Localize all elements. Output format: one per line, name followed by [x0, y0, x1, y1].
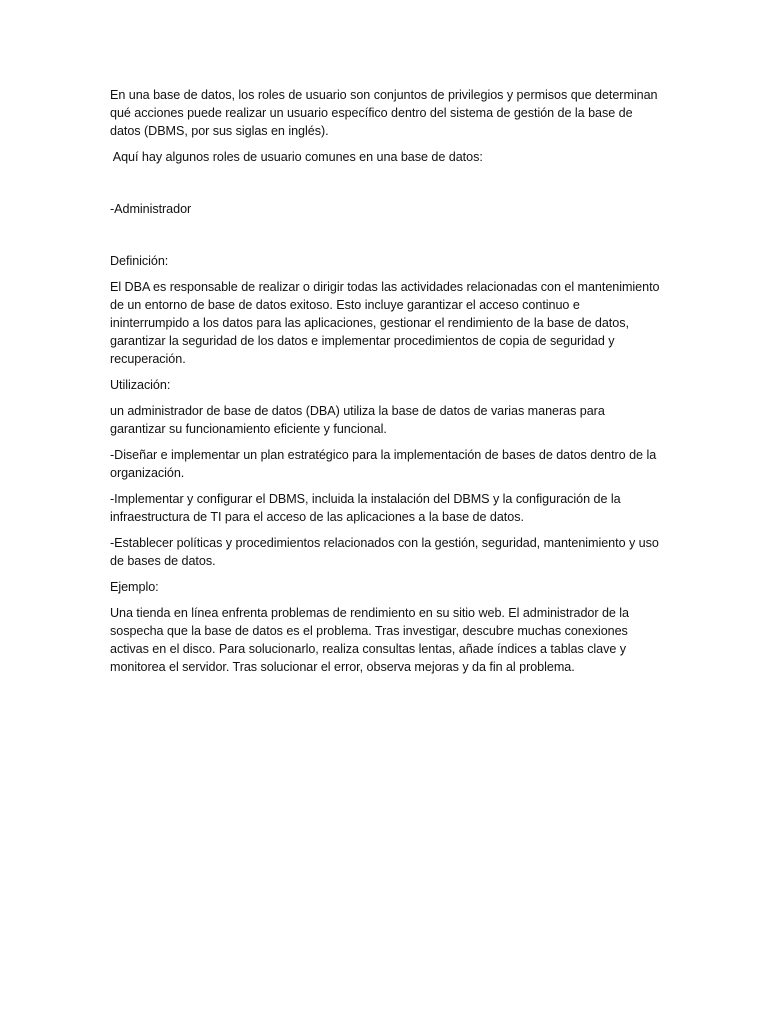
document-body — [110, 86, 662, 676]
example-label: Ejemplo: — [110, 580, 159, 594]
definition-paragraph: El DBA es responsable de realizar o dirigir todas las actividades relacionadas con el mantenimiento de un entorno de base de datos exitoso. Esto incluye garantizar el acceso continuo e ininterrumpido a los datos para las aplicaciones, gestionar el rendimiento de la base de datos, garantizar la seguridad de los datos e implementar procedimientos de copia de seguridad y recuperación. — [110, 280, 660, 366]
usage-paragraph: un administrador de base de datos (DBA) utiliza la base de datos de varias maneras para garantizar su funcionamiento eficiente y funcional. — [110, 404, 605, 436]
definition-label: Definición: — [110, 254, 169, 268]
usage-item-2: -Implementar y configurar el DBMS, incluida la instalación del DBMS y la configuración de la infraestructura de TI para el acceso de las aplicaciones a la base de datos. — [110, 492, 621, 524]
usage-item-3: -Establecer políticas y procedimientos relacionados con la gestión, seguridad, mantenimiento y uso de bases de datos. — [110, 536, 659, 568]
role-heading-administrador: -Administrador — [110, 202, 192, 216]
roles-intro-paragraph: Aquí hay algunos roles de usuario comunes en una base de datos: — [110, 150, 483, 164]
usage-item-1: -Diseñar e implementar un plan estratégico para la implementación de bases de datos dentro de la organización. — [110, 448, 657, 480]
usage-label: Utilización: — [110, 378, 171, 392]
intro-paragraph: En una base de datos, los roles de usuario son conjuntos de privilegios y permisos que determinan qué acciones puede realizar un usuario específico dentro del sistema de gestión de la base de datos (DBMS, por sus siglas en inglés). — [110, 88, 658, 138]
example-paragraph: Una tienda en línea enfrenta problemas de rendimiento en su sitio web. El administrador de la sospecha que la base de datos es el problema. Tras investigar, descubre muchas conexiones activas en el disco. Para solucionarlo, realiza consultas lentas, añade índices a tablas clave y monitorea el servidor. Tras solucionar el error, observa mejoras y da fin al problema. — [110, 606, 630, 674]
